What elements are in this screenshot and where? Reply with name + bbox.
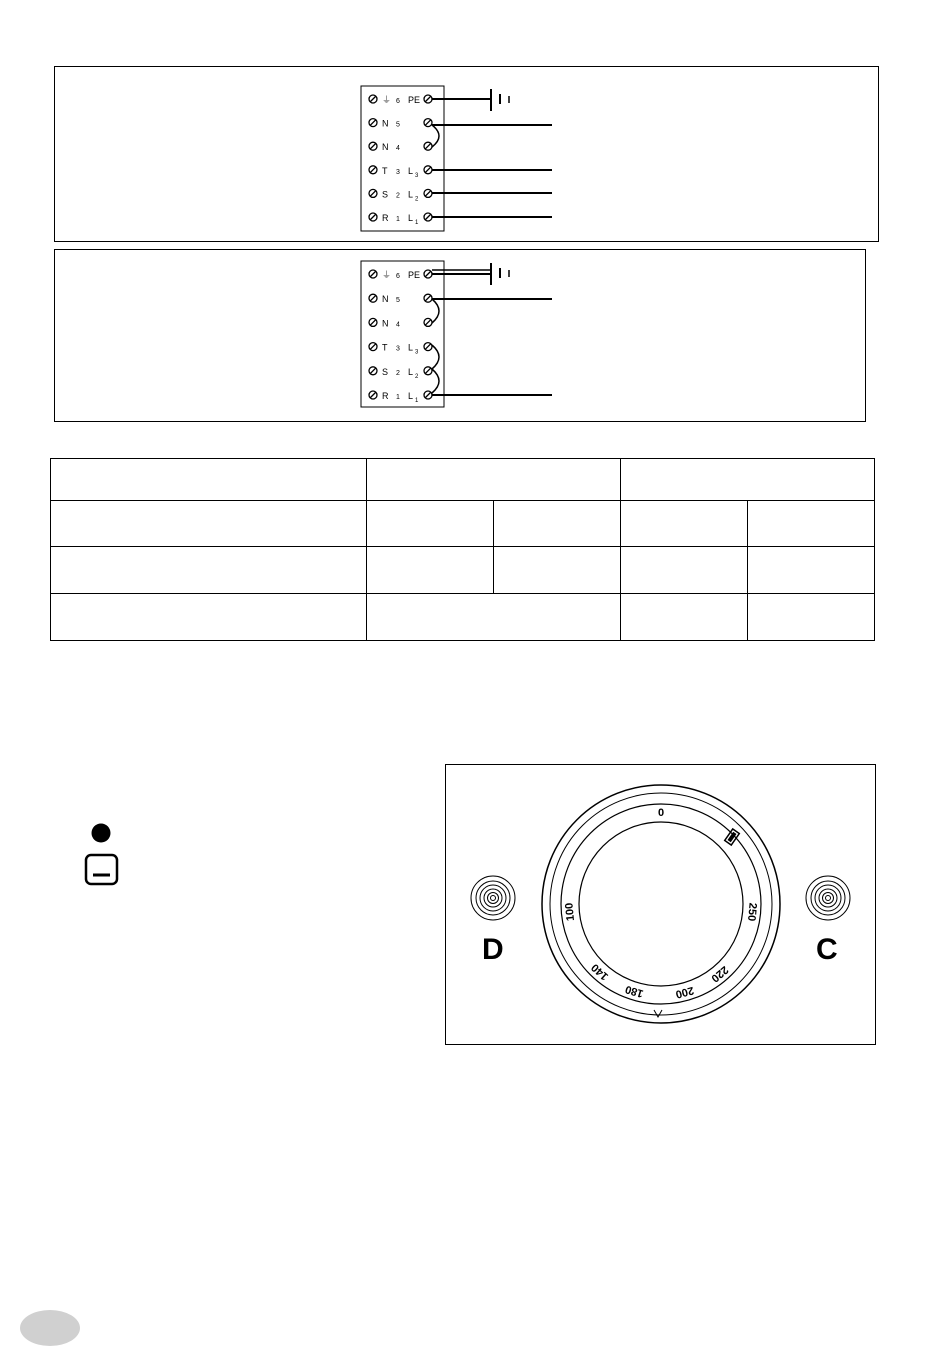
terminal-screw-icon (369, 391, 377, 399)
table-cell (747, 500, 875, 547)
dial-marking: 0 (657, 806, 665, 819)
terminal-phase-label: L (408, 189, 414, 200)
terminal-phase-subscript: 3 (415, 172, 419, 179)
terminal-label: N (382, 318, 389, 329)
table-cell (50, 546, 367, 594)
terminal-screw-icon (369, 189, 377, 197)
terminal-number: 4 (396, 321, 400, 329)
dial-marking: 250 (745, 902, 759, 922)
indicator-light-left (471, 876, 515, 920)
terminal-screw-icon (369, 142, 377, 150)
terminal-label: T (382, 165, 388, 176)
terminal-screw-icon (424, 294, 432, 302)
terminal-number: 3 (396, 345, 400, 353)
terminal-phase-subscript: 2 (415, 196, 419, 203)
terminal-label: S (382, 189, 389, 200)
terminal-phase-label: L (408, 342, 414, 353)
terminal-phase-subscript: 2 (415, 373, 419, 380)
terminal-screw-icon (369, 294, 377, 302)
terminal-screw-icon (424, 318, 432, 326)
thermostat-knob[interactable] (542, 785, 780, 1023)
neutral-bridge (432, 299, 439, 323)
terminal-label: N (382, 294, 389, 305)
terminal-phase-label: L (408, 391, 414, 401)
terminal-phase-label: L (408, 213, 414, 223)
terminal-label: S (382, 366, 389, 377)
oven-bottom-heat-icon (84, 853, 120, 887)
table-header-cell (366, 458, 621, 501)
table-cell (50, 500, 367, 547)
dial-marking: 140 (589, 961, 611, 983)
terminal-screw-icon (424, 119, 432, 127)
indicator-label-right: C (816, 933, 838, 966)
terminal-label: ⏚ (382, 270, 392, 280)
page-number-marker (20, 1310, 80, 1346)
terminal-phase-label: PE (408, 270, 421, 280)
terminal-screw-icon (369, 95, 377, 103)
indicator-label-left: D (482, 933, 504, 966)
table-header-cell (620, 458, 875, 501)
table-cell (493, 500, 621, 547)
table-cell (747, 546, 875, 594)
terminal-number: 2 (396, 192, 400, 200)
terminal-screw-icon (369, 213, 377, 221)
indicator-light-right (806, 876, 850, 920)
terminal-block (361, 261, 444, 407)
table-cell (366, 546, 494, 594)
phase-bridge-l3-l2 (432, 345, 439, 369)
dial-marking: 200 (674, 983, 696, 1001)
terminal-phase-subscript: 3 (415, 349, 419, 356)
terminal-screw-icon (369, 318, 377, 326)
neutral-bridge (432, 125, 439, 147)
terminal-number: 1 (396, 216, 400, 223)
terminal-label: R (382, 391, 389, 401)
terminal-screw-icon (369, 119, 377, 127)
table-cell (493, 546, 621, 594)
table-header-cell (50, 458, 367, 501)
terminal-number: 6 (396, 98, 400, 105)
dial-marking: 220 (708, 963, 731, 985)
terminal-screw-icon (424, 343, 432, 351)
table-cell (620, 546, 748, 594)
terminal-phase-label: L (408, 165, 414, 176)
terminal-label: ⏚ (382, 95, 392, 105)
table-cell (50, 593, 367, 641)
terminal-number: 3 (396, 168, 400, 176)
phase-bridge-l2-l1 (432, 369, 439, 393)
terminal-number: 5 (396, 121, 400, 129)
terminal-phase-subscript: 1 (415, 398, 419, 404)
terminal-number: 2 (396, 369, 400, 377)
table-cell (620, 500, 748, 547)
terminal-screw-icon (424, 391, 432, 399)
terminal-screw-icon (424, 95, 432, 103)
terminal-phase-label: PE (408, 95, 421, 105)
terminal-label: N (382, 142, 389, 153)
table-cell (620, 593, 748, 641)
terminal-block (361, 86, 444, 231)
terminal-screw-icon (369, 367, 377, 375)
terminal-screw-icon (369, 343, 377, 351)
filled-circle-icon (90, 822, 112, 844)
terminal-screw-icon (424, 213, 432, 221)
control-panel-svg (445, 764, 876, 1045)
table-cell (366, 593, 621, 641)
terminal-screw-icon (424, 166, 432, 174)
terminal-number: 6 (396, 273, 400, 280)
table-cell (747, 593, 875, 641)
table-cell (366, 500, 494, 547)
terminal-label: R (382, 213, 389, 223)
terminal-screw-icon (369, 270, 377, 278)
terminal-number: 1 (396, 394, 400, 401)
terminal-phase-label: L (408, 366, 414, 377)
terminal-screw-icon (424, 367, 432, 375)
dial-marking: 180 (623, 982, 645, 1000)
terminal-label: T (382, 342, 388, 353)
dial-marking: 100 (563, 902, 577, 922)
terminal-number: 5 (396, 297, 400, 305)
terminal-number: 4 (396, 145, 400, 153)
wiring-diagram-2-svg (54, 249, 866, 422)
terminal-phase-subscript: 1 (415, 220, 419, 226)
terminal-screw-icon (369, 166, 377, 174)
terminal-screw-icon (424, 142, 432, 150)
terminal-label: N (382, 118, 389, 129)
terminal-screw-icon (424, 189, 432, 197)
wiring-diagram-1-svg (54, 66, 879, 242)
terminal-screw-icon (424, 270, 432, 278)
